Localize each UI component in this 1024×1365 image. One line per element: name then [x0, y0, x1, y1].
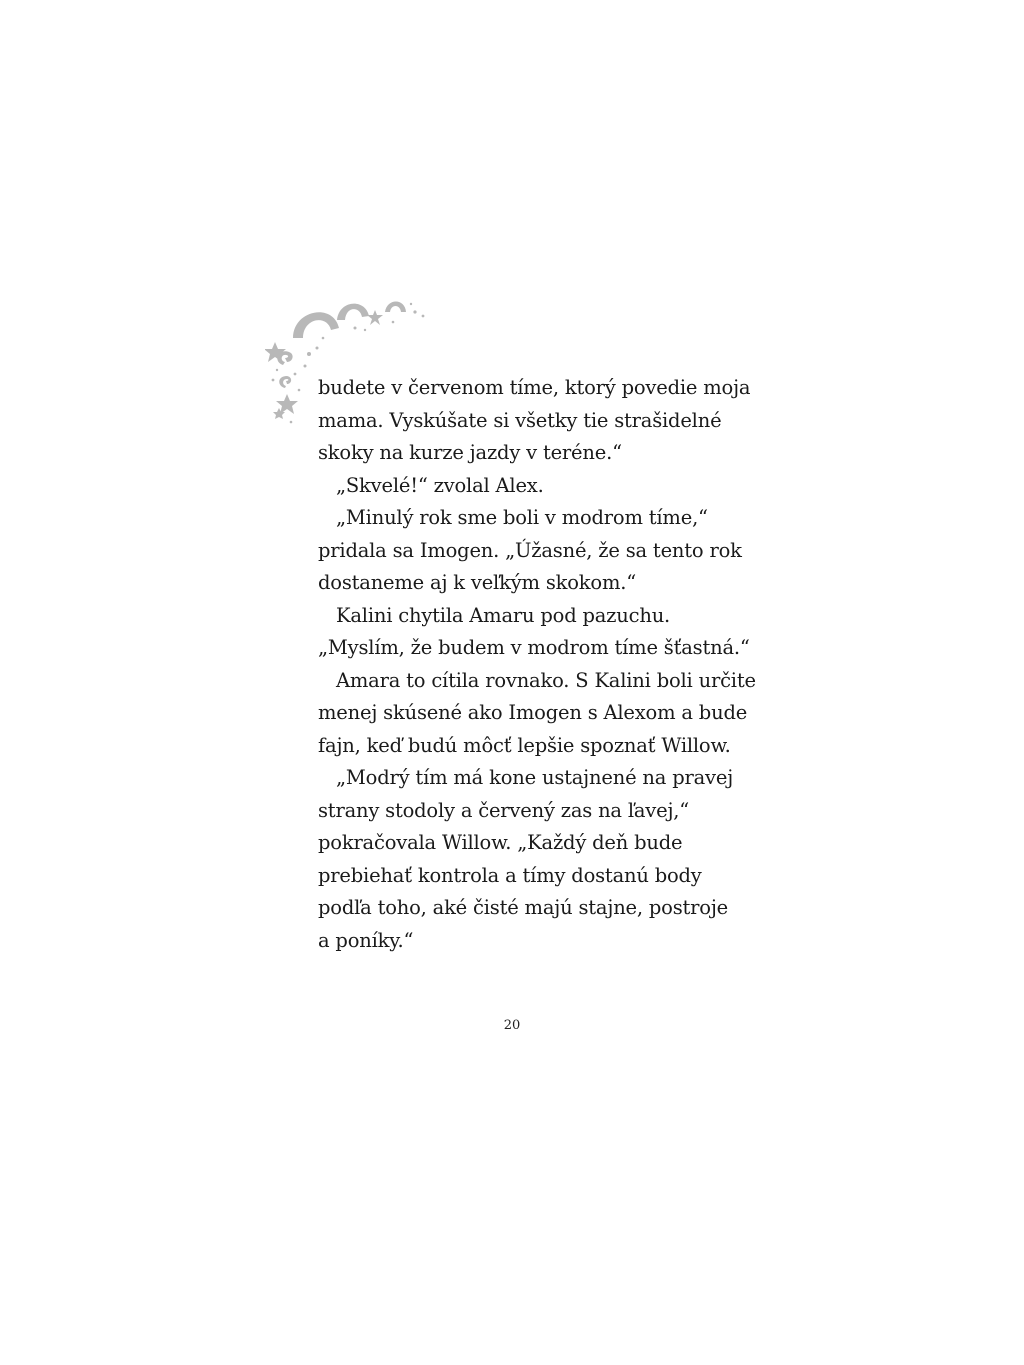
text-line: budete v červenom tíme, ktorý povedie moja: [318, 376, 751, 399]
text-line: strany stodoly a červený zas na ľavej,“: [318, 798, 690, 822]
text-line: „Minulý rok sme boli v modrom tíme,“: [336, 506, 708, 529]
text-line: Kalini chytila Amaru pod pazuchu.: [336, 603, 671, 627]
page-number: 20: [503, 1018, 521, 1033]
text-line: „Myslím, že budem v modrom tíme šťastná.“: [318, 636, 750, 659]
text-line: menej skúsené ako Imogen s Alexom a bude: [318, 701, 748, 724]
text-line: „Skvelé!“ zvolal Alex.: [336, 473, 544, 497]
text-line: podľa toho, aké čisté majú stajne, postroje: [318, 896, 729, 919]
text-line: Amara to cítila rovnako. S Kalini boli určite: [336, 668, 756, 692]
text-line: pridala sa Imogen. „Úžasné, že sa tento rok: [318, 538, 742, 562]
text-line: „Modrý tím má kone ustajnené na pravej: [336, 766, 734, 789]
text-line: fajn, keď budú môcť lepšie spoznať Willow.: [318, 733, 731, 757]
text-line: dostaneme aj k veľkým skokom.“: [318, 571, 636, 594]
text-line: mama. Vyskúšate si všetky tie strašidelné: [318, 408, 722, 432]
text-line: pokračovala Willow. „Každý deň bude: [318, 831, 683, 854]
text-line: prebiehať kontrola a tímy dostanú body: [318, 863, 702, 887]
text-line: skoky na kurze jazdy v teréne.“: [318, 441, 622, 464]
text-line: a poníky.“: [318, 928, 414, 952]
body-text: [318, 372, 756, 957]
